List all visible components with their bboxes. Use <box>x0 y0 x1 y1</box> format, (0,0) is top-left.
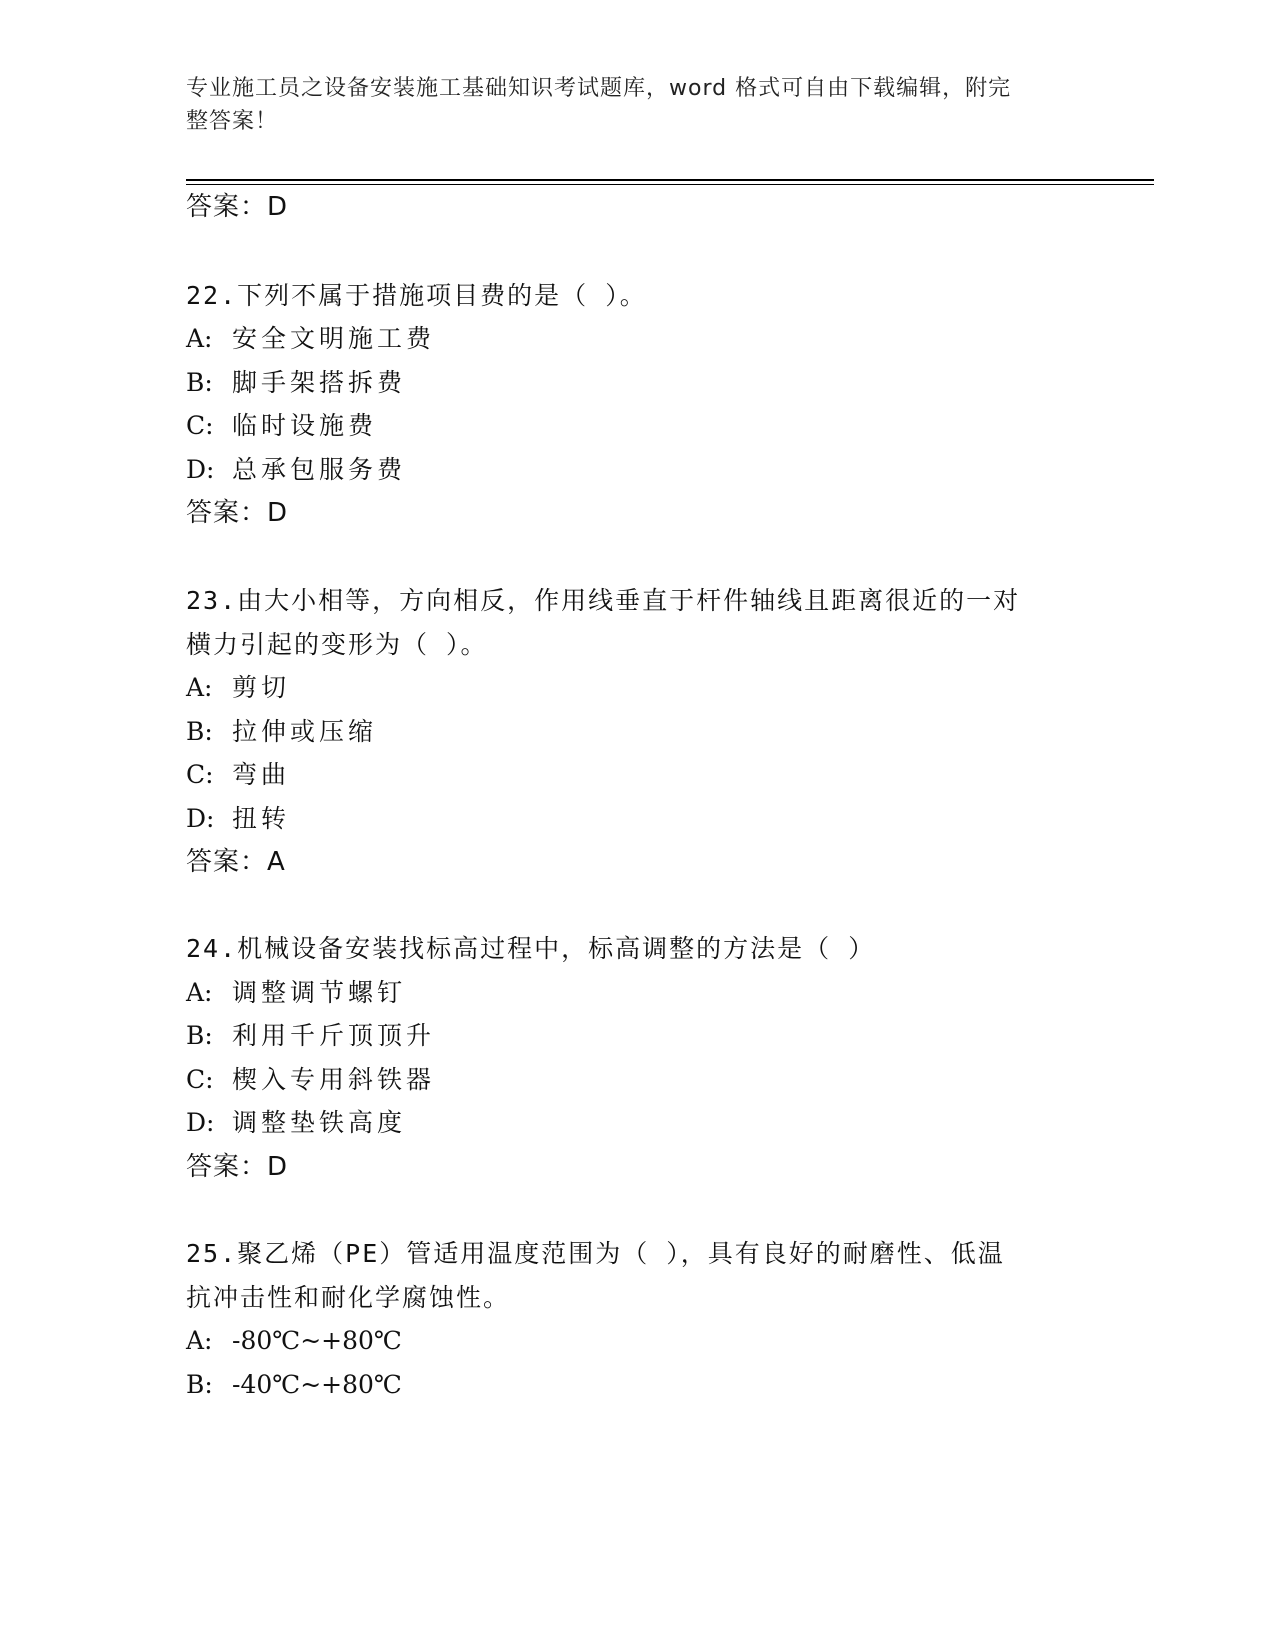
question-22-option-a <box>186 323 435 355</box>
option-text: 临时设施费 <box>232 411 378 440</box>
option-label: B: <box>186 368 213 397</box>
question-23-stem-line-1: 23.由大小相等，方向相反，作用线垂直于杆件轴线且距离很近的一对 <box>186 586 1021 615</box>
option-label: D: <box>186 1108 215 1137</box>
document-header <box>186 72 1066 138</box>
option-label: C: <box>186 760 214 789</box>
option-label: C: <box>186 1065 214 1094</box>
option-text: -40℃~+80℃ <box>232 1370 402 1399</box>
question-23-option-a <box>186 672 290 704</box>
option-text: 总承包服务费 <box>232 455 407 484</box>
option-label: B: <box>186 717 213 746</box>
question-25-stem-line-1: 25.聚乙烯（PE）管适用温度范围为（ ），具有良好的耐磨性、低温 <box>186 1239 1005 1268</box>
header-rule-thin <box>186 184 1154 185</box>
question-23-option-d <box>186 803 290 835</box>
answer-23: 答案：A <box>186 847 286 877</box>
answer-21: 答案：D <box>186 192 289 222</box>
question-22-option-d <box>186 454 406 486</box>
question-24-option-a <box>186 977 406 1009</box>
answer-24: 答案：D <box>186 1152 289 1182</box>
option-text: 楔入专用斜铁器 <box>232 1065 436 1094</box>
option-label: B: <box>186 1370 213 1399</box>
question-23-option-c <box>186 759 290 791</box>
question-24-stem: 24.机械设备安装找标高过程中，标高调整的方法是（ ） <box>186 934 876 963</box>
option-text: 利用千斤顶顶升 <box>232 1021 436 1050</box>
option-label: A: <box>186 1326 213 1355</box>
header-rule-thick <box>186 179 1154 181</box>
option-text: 安全文明施工费 <box>232 324 436 353</box>
question-24-option-d <box>186 1107 406 1139</box>
question-24-option-c <box>186 1064 435 1096</box>
option-text: 调整调节螺钉 <box>232 978 407 1007</box>
option-text: 拉伸或压缩 <box>232 717 378 746</box>
question-24-option-b <box>186 1020 435 1052</box>
option-text: 弯曲 <box>232 760 291 789</box>
option-label: A: <box>186 673 213 702</box>
header-line-1: 专业施工员之设备安装施工基础知识考试题库，word 格式可自由下载编辑，附完 <box>186 76 1012 101</box>
question-22-option-c <box>186 410 377 442</box>
option-label: C: <box>186 411 214 440</box>
option-label: D: <box>186 455 215 484</box>
option-label: A: <box>186 324 213 353</box>
question-23-stem-line-2: 横力引起的变形为（ ）。 <box>186 630 488 659</box>
option-text: 脚手架搭拆费 <box>232 368 407 397</box>
question-22-stem: 22.下列不属于措施项目费的是（ ）。 <box>186 281 647 310</box>
option-text: 扭转 <box>232 804 291 833</box>
option-label: A: <box>186 978 213 1007</box>
question-25-option-a <box>186 1325 402 1357</box>
option-label: B: <box>186 1021 213 1050</box>
question-22-option-b <box>186 367 406 399</box>
question-23-option-b <box>186 716 377 748</box>
option-text: -80℃~+80℃ <box>232 1326 402 1355</box>
question-25-option-b <box>186 1369 402 1401</box>
option-label: D: <box>186 804 215 833</box>
option-text: 剪切 <box>232 673 291 702</box>
header-line-2: 整答案！ <box>186 109 279 134</box>
question-25-stem-line-2: 抗冲击性和耐化学腐蚀性。 <box>186 1283 511 1312</box>
option-text: 调整垫铁高度 <box>232 1108 407 1137</box>
answer-22: 答案：D <box>186 498 289 528</box>
